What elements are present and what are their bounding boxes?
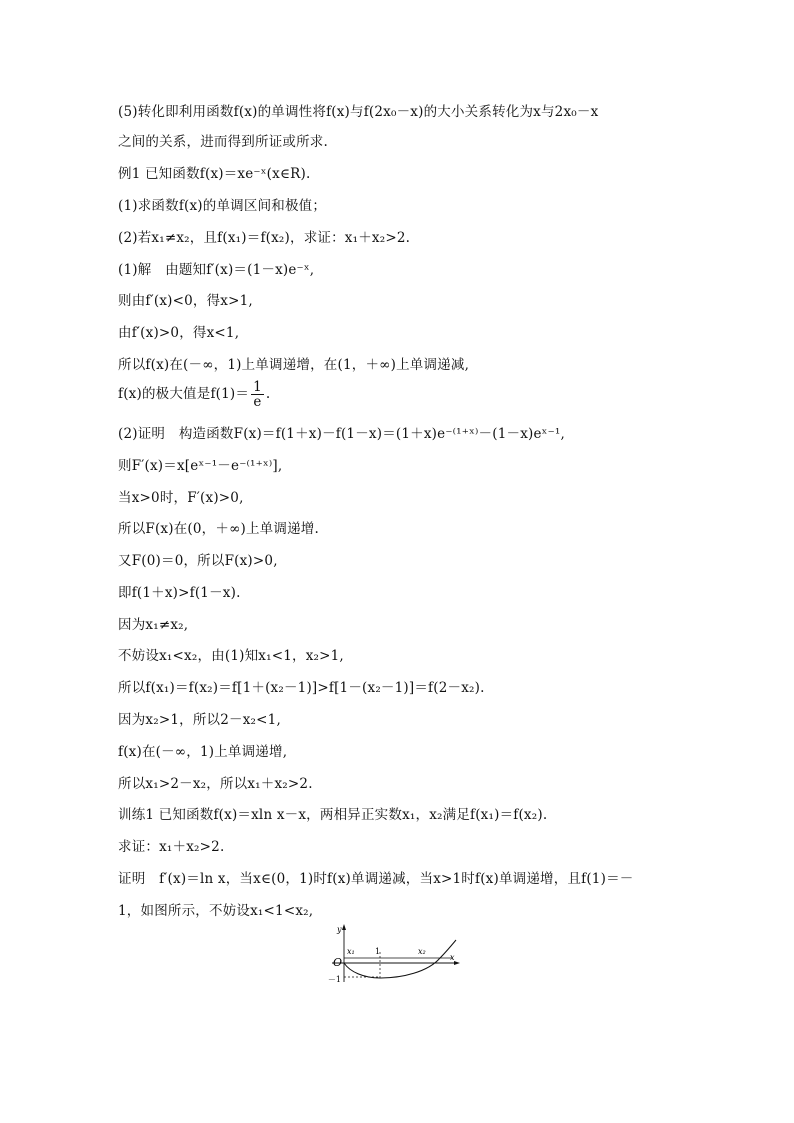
text-line: 所以F(x)在(0，＋∞)上单调递增. <box>118 521 319 537</box>
text-line: 因为x₁≠x₂, <box>118 617 189 633</box>
text-line: 所以f(x₁)＝f(x₂)＝f[1＋(x₂－1)]>f[1－(x₂－1)]＝f(2－x₂). <box>118 680 485 696</box>
text-fragment: f(x)的极大值是f(1)＝ <box>118 386 250 402</box>
text-line: 因为x₂>1，所以2－x₂<1, <box>118 712 281 728</box>
text-line: f(x)在(－∞，1)上单调递增, <box>118 744 288 760</box>
text-line: 求证：x₁＋x₂>2. <box>118 839 225 855</box>
origin-label: O <box>332 956 342 969</box>
text-line: 之间的关系，进而得到所证或所求. <box>118 134 328 150</box>
text-line: (5)转化即利用函数f(x)的单调性将f(x)与f(2x₀－x)的大小关系转化为x与2x₀－x <box>118 104 599 120</box>
text-line: (1)求函数f(x)的单调区间和极值； <box>118 198 327 214</box>
fraction-denominator: e <box>253 394 262 410</box>
x1-label: x₁ <box>347 947 355 956</box>
text-line: 则F′(x)＝x[eˣ⁻¹－e⁻⁽¹⁺ˣ⁾], <box>118 458 283 474</box>
text-line: (2)证明 构造函数F(x)＝f(1＋x)－f(1－x)＝(1＋x)e⁻⁽¹⁺ˣ⁾－(1－x)eˣ⁻¹, <box>118 426 566 442</box>
text-line: 训练1 已知函数f(x)＝xln x－x，两相异正实数x₁，x₂满足f(x₁)＝f(x₂). <box>118 807 548 823</box>
text-line: 即f(1＋x)>f(1－x). <box>118 585 241 601</box>
x-axis-label: x <box>450 953 455 962</box>
neg-one-label: －1 <box>328 975 341 984</box>
text-line: (2)若x₁≠x₂，且f(x₁)＝f(x₂)，求证：x₁＋x₂>2. <box>118 230 411 246</box>
text-line: 所以x₁>2－x₂，所以x₁＋x₂>2. <box>118 776 313 792</box>
text-line: 则由f′(x)<0，得x>1, <box>118 293 253 309</box>
text-line: 1，如图所示，不妨设x₁<1<x₂, <box>118 903 314 919</box>
text-line: 不妨设x₁<x₂，由(1)知x₁<1，x₂>1, <box>118 648 344 664</box>
text-line: 例1 已知函数f(x)＝xe⁻ˣ(x∈R). <box>118 166 311 182</box>
text-line: (1)解 由题知f′(x)＝(1－x)e⁻ˣ, <box>118 262 315 278</box>
text-line-with-fraction: f(x)的极大值是f(1)＝ $\frac{1}{e}$ . <box>118 379 271 410</box>
x2-label: x₂ <box>418 947 426 956</box>
text-line: 证明 f′(x)＝ln x，当x∈(0，1)时f(x)单调递减，当x>1时f(x)单调递增，且f(1)＝－ <box>118 871 634 887</box>
fraction-numerator: 1 <box>253 379 262 395</box>
text-line: 当x>0时，F′(x)>0, <box>118 490 244 506</box>
curve <box>344 940 456 978</box>
fraction <box>251 380 264 409</box>
one-label: 1 <box>375 947 381 956</box>
text-line: 由f′(x)>0，得x<1, <box>118 325 240 341</box>
x-axis-arrow-icon <box>454 961 460 965</box>
text-line: 又F(0)＝0，所以F(x)>0, <box>118 553 278 569</box>
y-axis-arrow-icon <box>342 924 346 930</box>
function-graph <box>328 922 468 992</box>
y-axis-label: y <box>337 925 342 934</box>
text-line: 所以f(x)在(－∞，1)上单调递增，在(1，＋∞)上单调递减, <box>118 357 470 373</box>
